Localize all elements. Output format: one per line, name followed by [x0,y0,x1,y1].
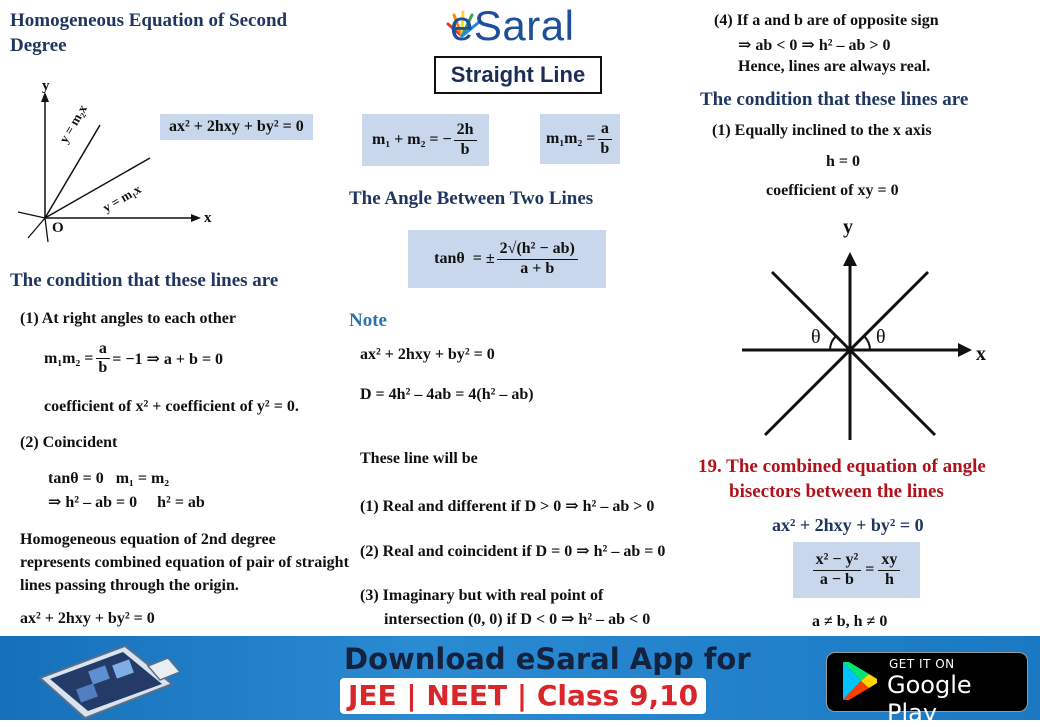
prod-fraction [597,120,612,158]
tan-num: 2√(h² − ab) [497,240,578,259]
sum-of-slopes-box [362,114,489,166]
left-title: Homogeneous Equation of Second Degree [10,10,288,56]
discriminant-eq: D = 4h² – 4ab = 4(h² – ab) [360,386,534,403]
frac-num: a [96,340,110,359]
bis-equals: = [865,561,875,578]
bis-num-left: x² − y² [813,551,862,570]
equally-inclined: (1) Equally inclined to the x axis [712,122,932,139]
coeff-xy: coefficient of xy = 0 [766,182,899,199]
left-item1: (1) At right angles to each other [20,310,236,327]
graph-origin-label: O [52,220,64,236]
bis-den-right: h [884,570,894,588]
section19-a: 19. The combined equation of angle [698,456,986,477]
case-imaginary-b: intersection (0, 0) if D < 0 ⇒ h² – ab < 0 [384,611,651,628]
graph-x-label: x [204,210,212,226]
will-be-text: These line will be [360,450,478,467]
prod-den: b [600,139,610,157]
left-coin1: tanθ = 0 m₁ = m₂ [48,470,170,487]
angle-heading: The Angle Between Two Lines [349,188,594,209]
graph2-x-label: x [976,343,986,365]
google-play-button[interactable] [826,652,1028,727]
left-eq-bottom: ax² + 2hxy + by² = 0 [20,610,155,627]
bisector-left-fraction [813,551,862,589]
bis-num-right: xy [878,551,900,570]
note-heading: Note [349,310,387,331]
note-eq: ax² + 2hxy + by² = 0 [360,346,495,363]
right-angle-condition [44,340,223,378]
point4-b: ⇒ ab < 0 ⇒ h² – ab > 0 [738,37,891,54]
topic-title: Straight Line [450,62,586,87]
point4-c: Hence, lines are always real. [738,58,931,75]
get-it-on-text: GET IT ON [889,657,955,671]
footer-download-text: Download eSaral App for [344,642,751,676]
section19-b: bisectors between the lines [729,481,944,502]
tan-theta-box [408,230,606,288]
graph-line-upper-label: y = m₂x [56,101,90,146]
case-real-different: (1) Real and different if D > 0 ⇒ h² – ab > 0 [360,498,655,515]
footer-course-badge[interactable]: JEE | NEET | Class 9,10 [340,678,706,714]
prod-left: m₁m₂ = [546,130,596,147]
case-imaginary-a: (3) Imaginary but with real point of [360,587,604,604]
bisector-eq: ax² + 2hxy + by² = 0 [772,515,924,535]
tan-left: tanθ = ± [434,250,495,267]
google-play-text: Google Play [887,671,972,727]
h-equals-zero: h = 0 [826,153,861,170]
sum-left: m₁ + m₂ = − [372,131,452,148]
graph2-y-label: y [843,216,853,238]
case-real-coincident: (2) Real and coincident if D = 0 ⇒ h² – ab = 0 [360,543,666,560]
esaral-logo [442,4,602,52]
topic-box [434,56,602,94]
sum-num: 2h [454,121,477,140]
tablet-phone-illustration [30,638,180,720]
two-lines-graph [10,70,230,245]
graph-line-lower-label: y = m₁x [100,181,144,215]
left-cond-heading: The condition that these lines are [10,270,279,291]
m1m2-text: m₁m₂ = [44,349,94,367]
bisector-condition: a ≠ b, h ≠ 0 [812,613,888,630]
sum-den: b [460,140,470,158]
play-store-icon [839,659,879,703]
theta-left-label: θ [811,326,821,348]
left-eq-top: ax² + 2hxy + by² = 0 [160,114,313,140]
left-item2: (2) Coincident [20,434,118,451]
item1-tail: = −1 ⇒ a + b = 0 [112,350,224,368]
sum-fraction [454,121,477,159]
bis-den-left: a − b [819,570,854,588]
prod-num: a [598,120,612,139]
point4-a: (4) If a and b are of opposite sign [714,12,939,29]
product-of-slopes-box [540,114,620,164]
left-coeff-line: coefficient of x² + coefficient of y² = 0. [44,398,299,415]
theta-right-label: θ [876,326,886,348]
bisector-right-fraction [878,551,900,589]
bisector-formula-box [793,542,920,598]
frac-den: b [98,359,108,377]
right-cond-heading: The condition that these lines are [700,89,969,110]
a-over-b-fraction [95,340,110,378]
tan-fraction [497,240,578,278]
logo-text: eSaral [450,2,575,49]
left-coin2: ⇒ h² – ab = 0 h² = ab [48,494,205,511]
equally-inclined-graph [730,210,1010,460]
graph-y-label: y [42,78,50,94]
left-paragraph: Homogeneous equation of 2nd degree represents combined equation of pair of straight lines passing through the origin. [20,531,349,594]
tan-den: a + b [520,259,555,277]
